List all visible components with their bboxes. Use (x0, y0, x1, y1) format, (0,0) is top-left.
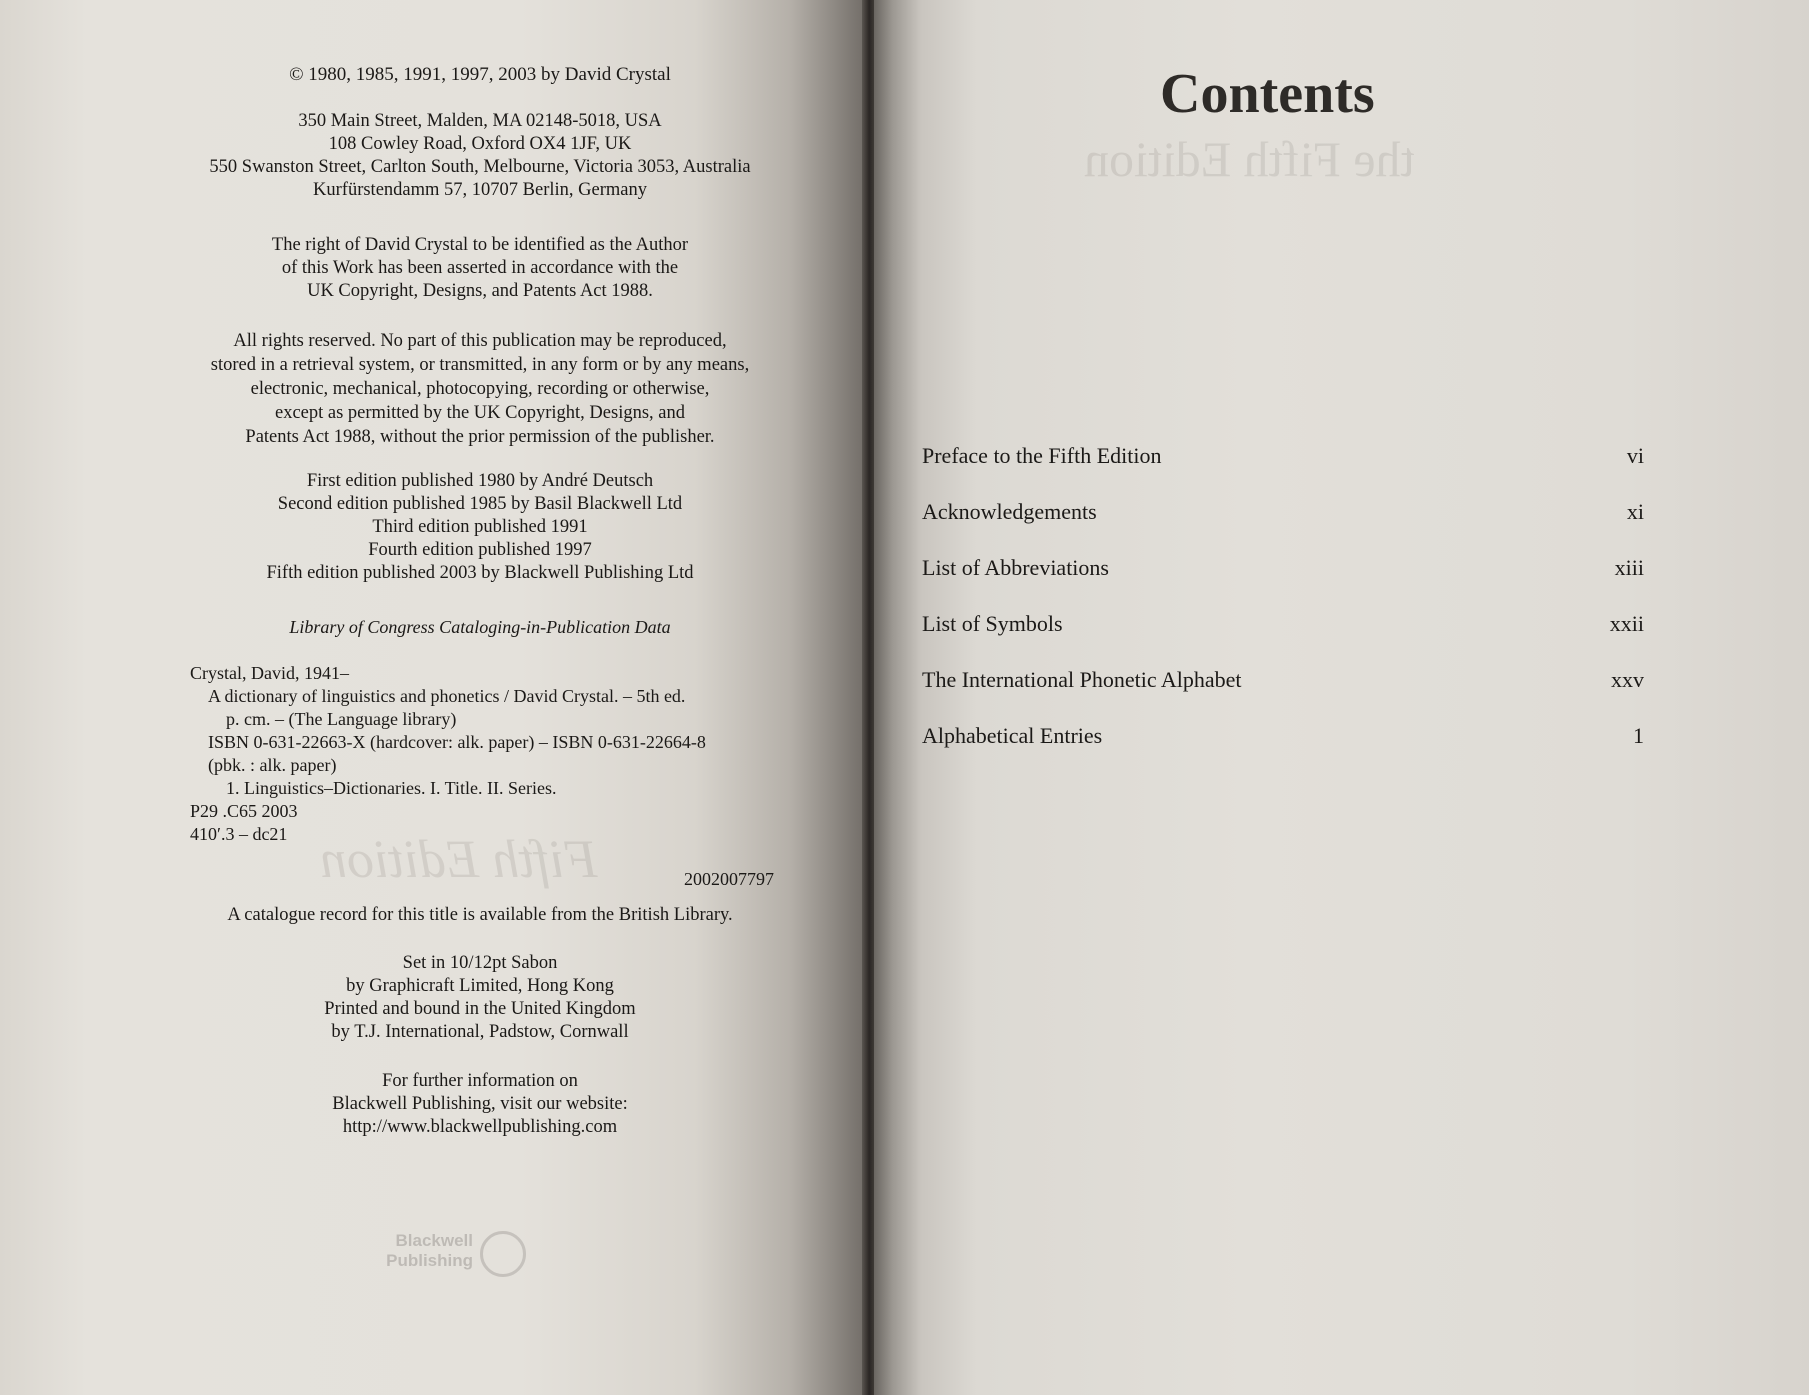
typeset-line: Set in 10/12pt Sabon (402, 953, 558, 973)
typeset-line: by Graphicraft Limited, Hong Kong (346, 976, 614, 996)
toc-entry[interactable] (922, 443, 1644, 499)
address-line: 550 Swanston Street, Carlton South, Melbourne, Victoria 3053, Australia (209, 157, 751, 177)
cip-author: Crystal, David, 1941– (190, 663, 349, 683)
loc-cip-heading: Library of Congress Cataloging-in-Publication Data (289, 617, 671, 637)
logo-text: Blackwell Publishing (386, 1231, 473, 1270)
contents-title: Contents (1160, 63, 1375, 125)
toc-entry-page: vi (1626, 443, 1644, 468)
address-line: 108 Cowley Road, Oxford OX4 1JF, UK (328, 134, 632, 154)
typesetting-credits (160, 952, 800, 1044)
catalogue-record-note: A catalogue record for this title is available from the British Library. (227, 905, 733, 925)
toc-entry-page: xxv (1611, 667, 1644, 692)
toc-entry-page: xxii (1609, 611, 1644, 636)
edition-line: Second edition published 1985 by Basil Blackwell Ltd (277, 494, 683, 514)
reserved-line: stored in a retrieval system, or transmitted, in any form or by any means, (210, 355, 750, 375)
rights-line: The right of David Crystal to be identified as the Author (271, 235, 689, 255)
typeset-line: Printed and bound in the United Kingdom (324, 999, 636, 1019)
cip-lc-class: P29 .C65 2003 (190, 801, 298, 821)
address-line: Kurfürstendamm 57, 10707 Berlin, Germany (313, 180, 647, 200)
table-of-contents (922, 443, 1644, 779)
edition-line: Fifth edition published 2003 by Blackwell Publishing Ltd (266, 563, 694, 583)
cip-record (190, 662, 774, 891)
logo-emblem-icon (480, 1231, 526, 1277)
toc-entry-page: xi (1626, 499, 1644, 524)
toc-entry-page: xiii (1614, 555, 1644, 580)
reserved-line: Patents Act 1988, without the prior permission of the publisher. (245, 427, 715, 447)
publisher-addresses (160, 110, 800, 202)
toc-entry-label: List of Abbreviations (922, 555, 1109, 580)
toc-entry-label: List of Symbols (922, 611, 1063, 636)
edition-line: Third edition published 1991 (372, 517, 588, 537)
copyright-page (0, 0, 868, 1395)
toc-entry-label: Acknowledgements (922, 499, 1097, 524)
cip-isbn: ISBN 0-631-22663-X (hardcover: alk. paper) – ISBN 0-631-22664-8 (208, 732, 706, 752)
typeset-line: by T.J. International, Padstow, Cornwall (331, 1022, 629, 1042)
rights-line: of this Work has been asserted in accordance with the (281, 258, 679, 278)
show-through-text: Fifth Edition (320, 829, 598, 889)
all-rights-reserved-statement (160, 329, 800, 449)
rights-line: UK Copyright, Designs, and Patents Act 1988. (307, 281, 653, 301)
cip-subjects: 1. Linguistics–Dictionaries. I. Title. II. Series. (226, 778, 557, 798)
further-information (160, 1070, 800, 1139)
toc-entry-page: 1 (1633, 723, 1644, 748)
publisher-logo (375, 1227, 525, 1279)
cip-lccn: 2002007797 (684, 869, 774, 889)
toc-entry-label: The International Phonetic Alphabet (922, 667, 1242, 692)
show-through-text: the Fifth Edition (1084, 131, 1415, 187)
toc-entry[interactable] (922, 723, 1644, 779)
further-line: For further information on (382, 1071, 578, 1091)
toc-entry[interactable] (922, 667, 1644, 723)
toc-entry[interactable] (922, 499, 1644, 555)
cip-title: A dictionary of linguistics and phonetics / David Crystal. – 5th ed. (208, 686, 686, 706)
edition-history (160, 470, 800, 585)
toc-entry[interactable] (922, 555, 1644, 611)
edition-line: First edition published 1980 by André Deutsch (306, 471, 654, 491)
website-url: http://www.blackwellpublishing.com (342, 1117, 618, 1137)
reserved-line: All rights reserved. No part of this publication may be reproduced, (233, 331, 727, 351)
cip-pbk: (pbk. : alk. paper) (208, 755, 337, 775)
address-line: 350 Main Street, Malden, MA 02148-5018, USA (298, 111, 662, 131)
moral-rights-statement (160, 234, 800, 303)
further-line: Blackwell Publishing, visit our website: (332, 1094, 628, 1114)
toc-entry-label: Alphabetical Entries (922, 723, 1103, 748)
cip-dewey: 410′.3 – dc21 (190, 824, 288, 844)
reserved-line: electronic, mechanical, photocopying, recording or otherwise, (250, 379, 710, 399)
toc-entry-label: Preface to the Fifth Edition (922, 443, 1162, 468)
cip-series: p. cm. – (The Language library) (226, 709, 457, 729)
toc-entry[interactable] (922, 611, 1644, 667)
reserved-line: except as permitted by the UK Copyright, Designs, and (275, 403, 685, 423)
edition-line: Fourth edition published 1997 (368, 540, 592, 560)
copyright-line: © 1980, 1985, 1991, 1997, 2003 by David Crystal (289, 64, 671, 85)
